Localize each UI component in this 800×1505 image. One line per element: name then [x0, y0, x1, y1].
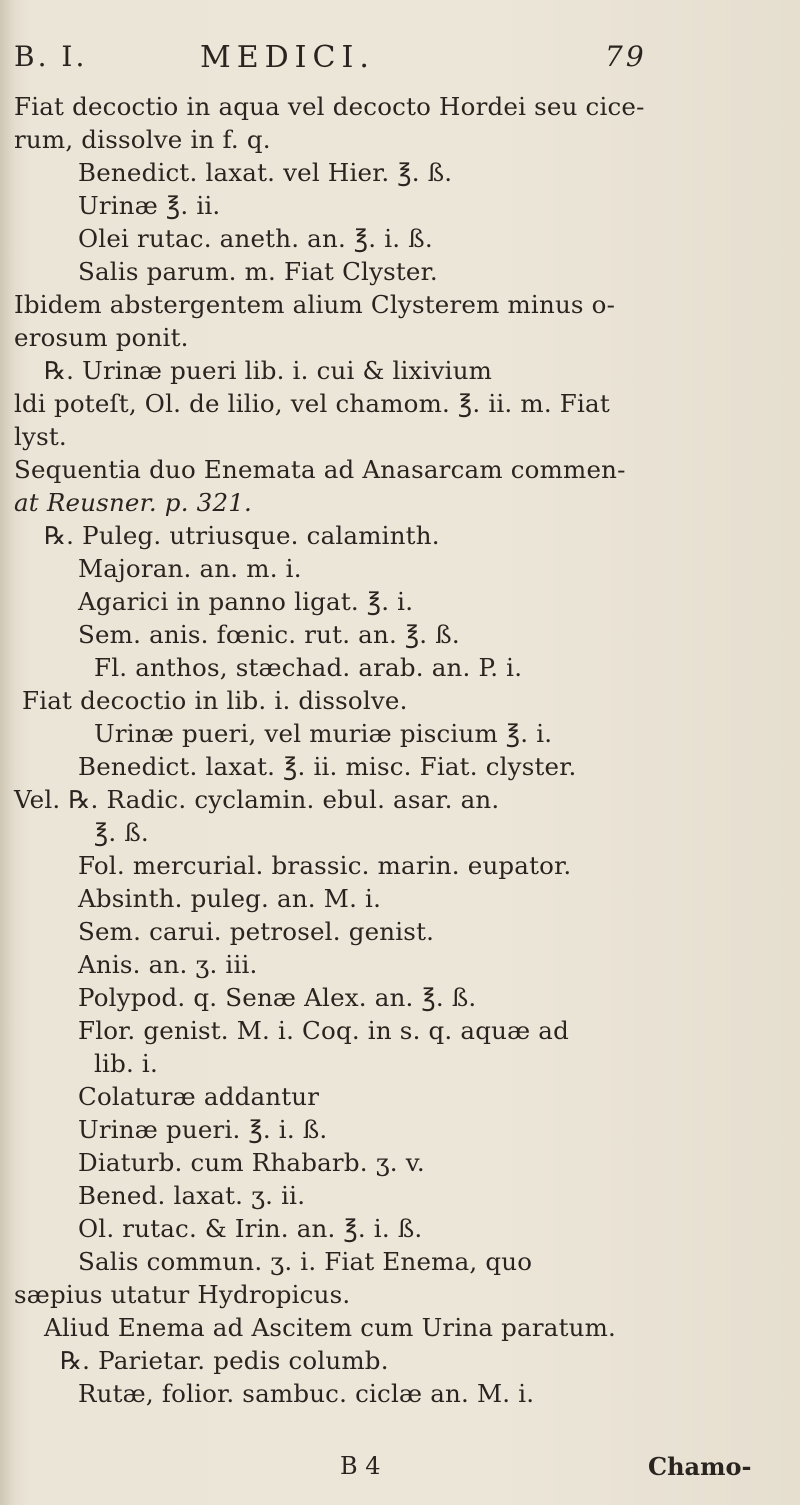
text-line: Benedict. laxat. vel Hier. ℥. ß.: [78, 158, 453, 187]
text-line: ℞. Puleg. utriusque. calaminth.: [44, 521, 440, 550]
text-line: Fol. mercurial. brassic. marin. eupator.: [78, 851, 572, 880]
text-line: Sem. carui. petrosel. genist.: [78, 917, 435, 946]
text-line: Ibidem abstergentem alium Clysterem minus o-: [14, 290, 616, 319]
text-line: Benedict. laxat. ℥. ii. misc. Fiat. clyster.: [78, 752, 577, 781]
catchword: Chamo-: [648, 1452, 752, 1481]
text-line: Colaturæ addantur: [78, 1082, 320, 1111]
text-line: Bened. laxat. ʒ. ii.: [78, 1181, 306, 1210]
running-header: [0, 40, 800, 90]
text-line: Urinæ pueri, vel muriæ piscium ℥. i.: [94, 719, 553, 748]
text-line: Urinæ pueri. ℥. i. ß.: [78, 1115, 328, 1144]
page-number: 79: [605, 40, 647, 73]
header-section-label: B. I.: [14, 40, 88, 73]
signature-mark: B 4: [340, 1452, 381, 1480]
text-line: Fiat decoctio in aqua vel decocto Hordei seu cice-: [14, 92, 645, 121]
text-line: Ol. rutac. & Irin. an. ℥. i. ß.: [78, 1214, 423, 1243]
text-line: lib. i.: [94, 1049, 158, 1078]
text-line: Fiat decoctio in lib. i. dissolve.: [22, 686, 408, 715]
text-line: Polypod. q. Senæ Alex. an. ℥. ß.: [78, 983, 477, 1012]
text-line: sæpius utatur Hydropicus.: [14, 1280, 351, 1309]
page-gutter: [0, 0, 14, 1505]
text-line: ldi poteſt, Ol. de lilio, vel chamom. ℥. ii. m. Fiat: [14, 389, 610, 418]
text-line: Diaturb. cum Rhabarb. ʒ. v.: [78, 1148, 425, 1177]
text-line: Rutæ, folior. sambuc. ciclæ an. M. i.: [78, 1379, 535, 1408]
text-line: rum, dissolve in f. q.: [14, 125, 271, 154]
text-line: Urinæ ℥. ii.: [78, 191, 221, 220]
text-line: at Reusner. p. 321.: [14, 488, 253, 517]
text-line: ℞. Urinæ pueri lib. i. cui & lixivium: [44, 356, 493, 385]
text-line: Olei rutac. aneth. an. ℥. i. ß.: [78, 224, 433, 253]
text-line: Agarici in panno ligat. ℥. i.: [78, 587, 414, 616]
text-line: Aliud Enema ad Ascitem cum Urina paratum.: [44, 1313, 617, 1342]
text-line: Absinth. puleg. an. M. i.: [78, 884, 382, 913]
text-line: lyst.: [14, 422, 67, 451]
text-line: Salis parum. m. Fiat Clyster.: [78, 257, 438, 286]
text-line: Majoran. an. m. i.: [78, 554, 302, 583]
text-line: Sequentia duo Enemata ad Anasarcam commen-: [14, 455, 626, 484]
text-line: Vel. ℞. Radic. cyclamin. ebul. asar. an.: [14, 785, 500, 814]
header-title: MEDICI.: [200, 40, 375, 75]
text-line: Salis commun. ʒ. i. Fiat Enema, quo: [78, 1247, 533, 1276]
text-line: Sem. anis. fœnic. rut. an. ℥. ß.: [78, 620, 460, 649]
text-line: Flor. genist. M. i. Coq. in s. q. aquæ ad: [78, 1016, 569, 1045]
text-line: Anis. an. ʒ. iii.: [78, 950, 258, 979]
text-line: erosum ponit.: [14, 323, 189, 352]
text-line: ℞. Parietar. pedis columb.: [60, 1346, 389, 1375]
text-line: Fl. anthos, stæchad. arab. an. P. i.: [94, 653, 523, 682]
text-line: ℥. ß.: [94, 818, 149, 847]
